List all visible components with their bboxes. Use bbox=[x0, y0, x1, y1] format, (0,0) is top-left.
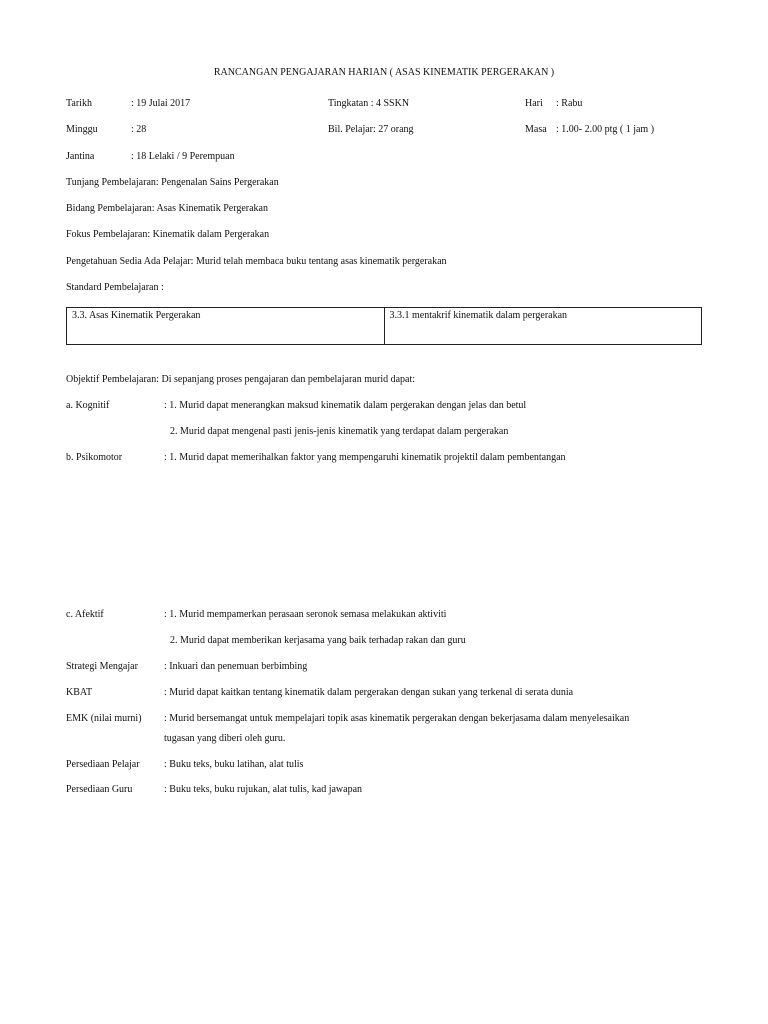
tunjang-pembelajaran: Tunjang Pembelajaran: Pengenalan Sains Pergerakan bbox=[66, 177, 279, 188]
emk-label: EMK (nilai murni) bbox=[66, 713, 142, 724]
psikomotor-item-1: : 1. Murid dapat memerihalkan faktor yang mempengaruhi kinematik projektil dalam pembentangan bbox=[164, 452, 566, 463]
masa-label: Masa bbox=[525, 124, 547, 135]
tarikh-value: : 19 Julai 2017 bbox=[131, 98, 191, 109]
persediaan-guru-value: : Buku teks, buku rujukan, alat tulis, kad jawapan bbox=[164, 784, 363, 795]
kognitif-item-1: : 1. Murid dapat menerangkan maksud kinematik dalam pergerakan dengan jelas dan betul bbox=[164, 400, 527, 411]
objektif-pembelajaran: Objektif Pembelajaran: Di sepanjang proses pengajaran dan pembelajaran murid dapat: bbox=[66, 374, 416, 385]
persediaan-pelajar-label: Persediaan Pelajar bbox=[66, 759, 140, 770]
minggu-value: : 28 bbox=[131, 124, 147, 135]
tingkatan-value: Tingkatan : 4 SSKN bbox=[328, 98, 410, 109]
jantina-label: Jantina bbox=[66, 151, 95, 162]
persediaan-guru-label: Persediaan Guru bbox=[66, 784, 133, 795]
standard-pembelajaran-label: Standard Pembelajaran : bbox=[66, 282, 164, 293]
hari-label: Hari bbox=[525, 98, 543, 109]
bil-pelajar-value: Bil. Pelajar: 27 orang bbox=[328, 124, 414, 135]
standard-table-cell-2: 3.3.1 mentakrif kinematik dalam pergerakan bbox=[384, 308, 702, 344]
strategi-label: Strategi Mengajar bbox=[66, 661, 138, 672]
standard-pembelajaran-table bbox=[66, 307, 702, 345]
standard-table-cell-1: 3.3. Asas Kinematik Pergerakan bbox=[72, 310, 201, 321]
jantina-value: : 18 Lelaki / 9 Perempuan bbox=[131, 151, 235, 162]
pengetahuan-sedia-ada: Pengetahuan Sedia Ada Pelajar: Murid telah membaca buku tentang asas kinematik pergerakan bbox=[66, 256, 447, 267]
psikomotor-label: b. Psikomotor bbox=[66, 452, 123, 463]
tarikh-label: Tarikh bbox=[66, 98, 92, 109]
kognitif-label: a. Kognitif bbox=[66, 400, 110, 411]
emk-value-line-2: tugasan yang diberi oleh guru. bbox=[164, 733, 286, 744]
kognitif-item-2: 2. Murid dapat mengenal pasti jenis-jenis kinematik yang terdapat dalam pergerakan bbox=[170, 426, 509, 437]
afektif-item-2: 2. Murid dapat memberikan kerjasama yang baik terhadap rakan dan guru bbox=[170, 635, 466, 646]
fokus-pembelajaran: Fokus Pembelajaran: Kinematik dalam Pergerakan bbox=[66, 229, 270, 240]
hari-value: : Rabu bbox=[556, 98, 583, 109]
bidang-pembelajaran: Bidang Pembelajaran: Asas Kinematik Pergerakan bbox=[66, 203, 268, 214]
kbat-label: KBAT bbox=[66, 687, 93, 698]
strategi-value: : Inkuari dan penemuan berbimbing bbox=[164, 661, 308, 672]
persediaan-pelajar-value: : Buku teks, buku latihan, alat tulis bbox=[164, 759, 304, 770]
kbat-value: : Murid dapat kaitkan tentang kinematik dalam pergerakan dengan sukan yang terkenal di serata dunia bbox=[164, 687, 574, 698]
afektif-label: c. Afektif bbox=[66, 609, 104, 620]
afektif-item-1: : 1. Murid mempamerkan perasaan seronok semasa melakukan aktiviti bbox=[164, 609, 447, 620]
minggu-label: Minggu bbox=[66, 124, 98, 135]
emk-value-line-1: : Murid bersemangat untuk mempelajari topik asas kinematik pergerakan dengan bekerjasama dalam menyelesaikan bbox=[164, 713, 630, 724]
document-title: RANCANGAN PENGAJARAN HARIAN ( ASAS KINEMATIK PERGERAKAN ) bbox=[213, 67, 555, 78]
masa-value: : 1.00- 2.00 ptg ( 1 jam ) bbox=[556, 124, 655, 135]
